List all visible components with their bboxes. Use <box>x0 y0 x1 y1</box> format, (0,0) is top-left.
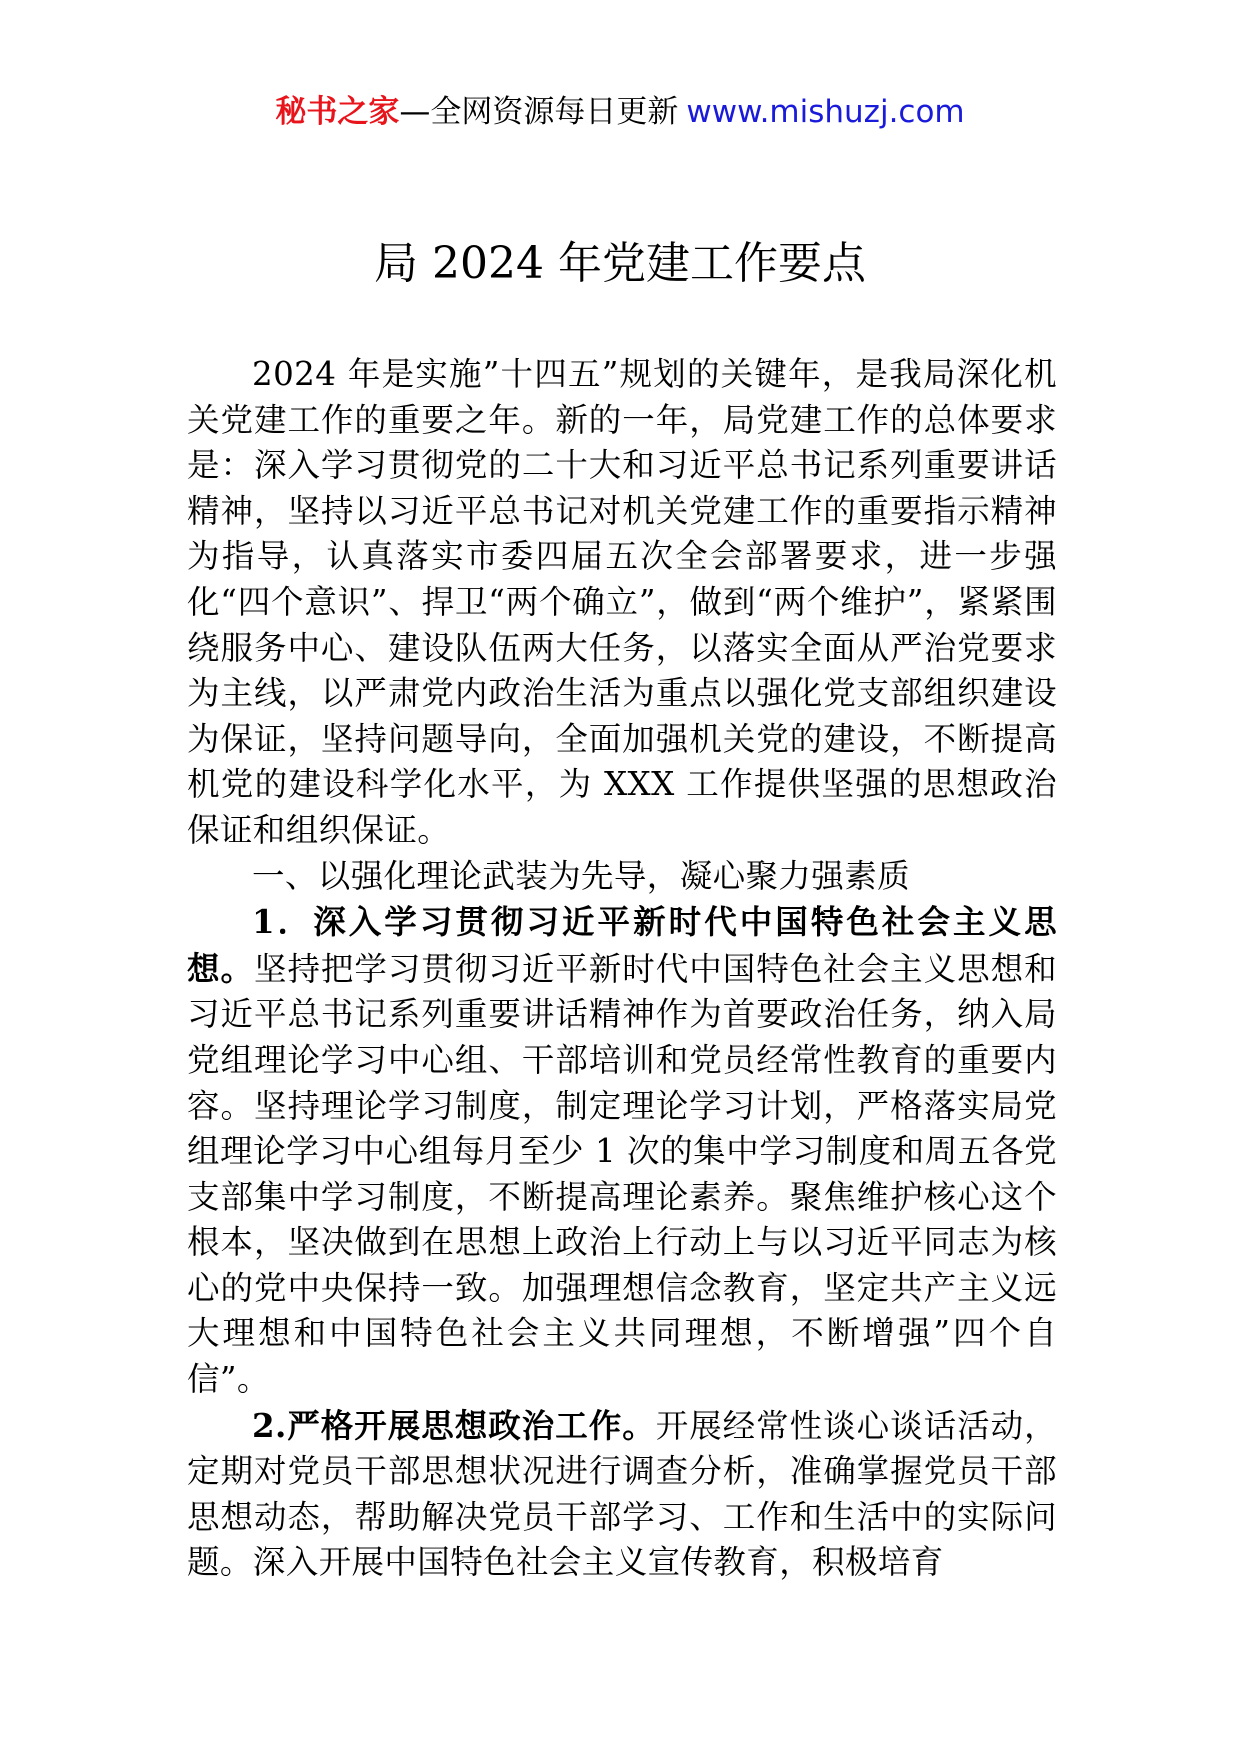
item-body: 开展经常性谈心谈话活动，定期对党员干部思想状况进行调查分析，准确掌握党员干部思想动态，帮助解决党员干部学习、工作和生活中的实际问题。深入开展中国特色社会主义宣传教育，积极培育 <box>187 1406 1057 1582</box>
section-heading: 一、以强化理论武装为先导，凝心聚力强素质 <box>252 856 911 895</box>
banner-brand: 秘书之家 <box>275 94 400 130</box>
document-title: 局 2024 年党建工作要点 <box>374 238 866 289</box>
site-banner <box>0 92 1240 132</box>
document-body <box>187 352 1057 1586</box>
item-paragraph <box>187 899 1057 1403</box>
banner-url-link[interactable]: www.mishuzj.com <box>686 94 965 130</box>
banner-tagline: —全网资源每日更新 <box>399 94 679 130</box>
item-title: 1．深入学习贯彻习近平新时代中国特色社会主义思想。 <box>187 902 1057 988</box>
item-body: 坚持把学习贯彻习近平新时代中国特色社会主义思想和习近平总书记系列重要讲话精神作为首要政治任务，纳入局党组理论学习中心组、干部培训和党员经常性教育的重要内容。坚持理论学习制度，制定理论学习计划，严格落实局党组理论学习中心组每月至少 1 次的集中学习制度和周五各党支部集中学习制度，不断提高理论素养。聚焦维护核心这个根本，坚决做到在思想上政治上行动上与以习近平同志为核心的党中央保持一致。加强理想信念教育，坚定共产主义远大理想和中国特色社会主义共同理想，不断增强”四个自信”。 <box>187 949 1057 1399</box>
item-paragraph <box>187 1403 1057 1586</box>
intro-paragraph: 2024 年是实施”十四五”规划的关键年，是我局深化机关党建工作的重要之年。新的一年，局党建工作的总体要求是：深入学习贯彻党的二十大和习近平总书记系列重要讲话精神，坚持以习近平总书记对机关党建工作的重要指示精神为指导，认真落实市委四届五次全会部署要求，进一步强化“四个意识”、捍卫“两个确立”，做到“两个维护”，紧紧围绕服务中心、建设队伍两大任务，以落实全面从严治党要求为主线，以严肃党内政治生活为重点以强化党支部组织建设为保证，坚持问题导向，全面加强机关党的建设，不断提高机党的建设科学化水平，为 XXX 工作提供坚强的思想政治保证和组织保证。 <box>187 355 1057 849</box>
item-title: 2.严格开展思想政治工作。 <box>252 1405 656 1445</box>
